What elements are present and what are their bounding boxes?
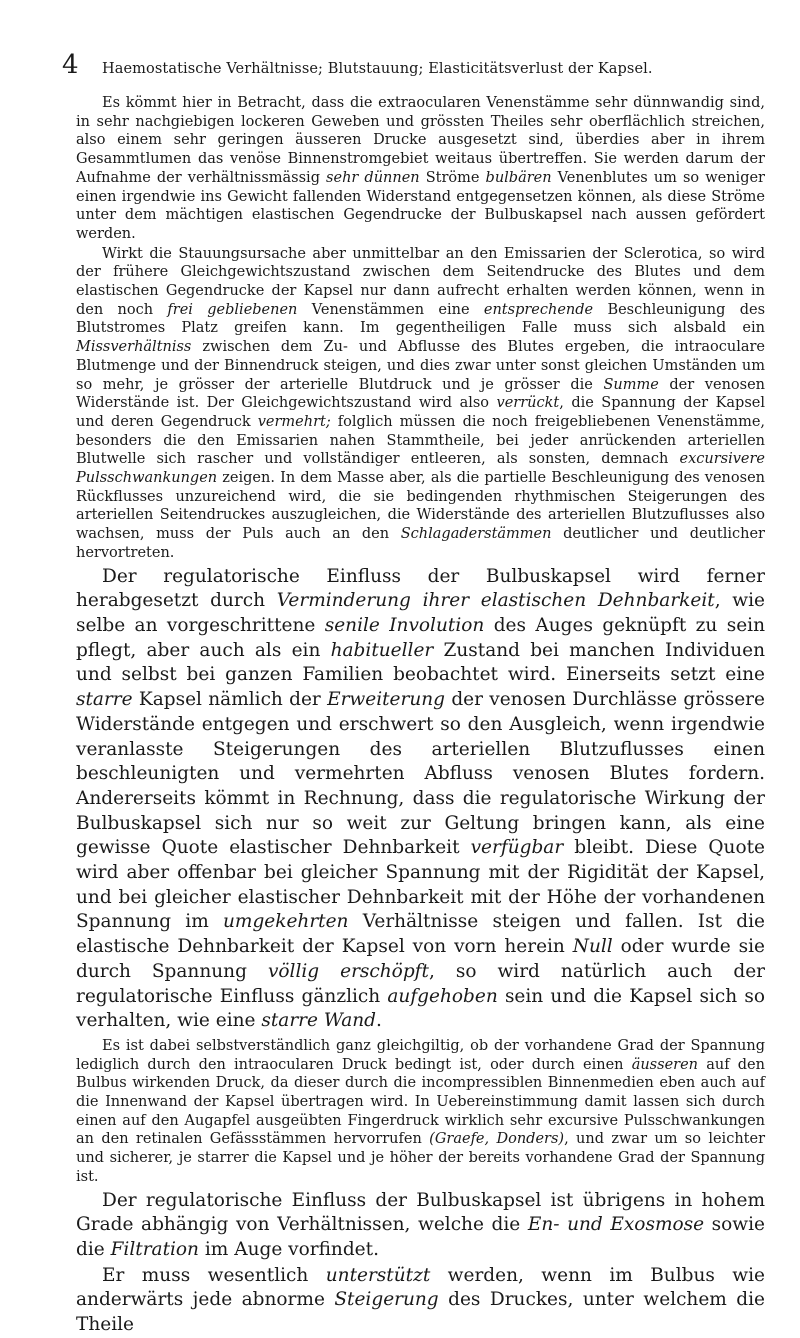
text-span: oder wurde sie durch Spannung <box>76 936 765 982</box>
emphasis-span: Verminderung ihrer elastischen Dehnbarkeit <box>276 590 715 612</box>
emphasis-span: umgekehrten <box>223 911 349 933</box>
text-span: , und zwar um so leichter und sicherer, je starrer die Kapsel und je höher der bereits vorhandene Grad der Spannung ist. <box>76 1131 765 1185</box>
text-span: bleibt. Diese Quote wird aber offenbar bei gleicher Spannung mit der Rigidität der Kapsel, und bei gleicher elastischer Dehnbarkeit mit der Höhe der vorhandenen Spannung im <box>76 837 765 933</box>
emphasis-span: Erweiterung <box>327 689 446 711</box>
text-span: Venenstämmen eine <box>297 301 484 318</box>
emphasis-span: Summe <box>603 376 659 393</box>
emphasis-span: Steigerung <box>334 1289 439 1311</box>
paragraph-1 <box>76 94 765 244</box>
page-body <box>76 94 765 1338</box>
emphasis-span: En- und Exosmose <box>527 1214 705 1236</box>
emphasis-span: starre <box>76 689 133 711</box>
text-span: auf den Bulbus wirkenden Druck, da dieser durch die incompressiblen Binnenmedien eben auch auf die Innenwand der Kapsel übertragen wird. In Uebereinstimmung damit lassen sich durch einen auf den Augapfel ausgeübten Fingerdruck wirklich sehr excursive Pulsschwankungen an den retinalen Gefässstämmen hervorrufen <box>76 1056 765 1148</box>
page-header <box>62 50 762 80</box>
text-span: Kapsel nämlich der <box>132 689 328 711</box>
emphasis-span: vermehrt; <box>257 413 331 430</box>
text-span: Der regulatorische Einfluss der Bulbuskapsel ist übrigens in hohem Grade abhängig von Verhältnissen, welche die <box>76 1189 765 1236</box>
emphasis-span: Schlagaderstämmen <box>400 526 552 543</box>
emphasis-span: (Graefe, Donders) <box>429 1131 565 1148</box>
emphasis-span: Missverhältniss <box>76 339 192 356</box>
paragraph-6 <box>76 1264 765 1338</box>
emphasis-span: unterstützt <box>325 1264 431 1286</box>
text-span: der venosen Widerstände ist. Der Gleichgewichtszustand wird also <box>76 376 766 412</box>
text-span: Es ist dabei selbstverständlich ganz gleichgiltig, ob der vorhandene Grad der Spannung lediglich durch den intraocularen Druck bedingt ist, oder durch einen <box>76 1037 765 1073</box>
emphasis-span: Filtration <box>110 1238 199 1260</box>
text-span: deutlicher und deutlicher hervortreten. <box>76 526 765 561</box>
text-span: Wirkt die Stauungsursache aber unmittelbar an den Emissarien der Sclerotica, so wird der frühere Gleichgewichtszustand zwischen dem Seitendrucke des Blutes und dem elastischen Gegendrucke der Kapsel nur dann aufrecht erhalten werden können, wenn in den noch <box>76 245 765 318</box>
paragraph-4 <box>76 1037 765 1187</box>
text-span: Es kömmt hier in Betracht, dass die extraocularen Venenstämme sehr dünnwandig sind, in sehr nachgiebigen lockeren Geweben und grössten Theiles sehr oberflächlich streichen, also einem sehr geringen äusseren Drucke ausgesetzt sind, überdies aber in ihrem Gesammtlumen das venöse Binnenstromgebiet weitaus übertreffen. Sie werden darum der Aufnahme der verhältnissmässig <box>76 95 765 186</box>
text-span: folglich müssen die noch freigebliebenen Venenstämme, besonders die den Emissarien nahen Stammtheile, bei jeder anrückenden arteriellen Blutwelle sich rascher und vollständiger entleeren, als sonsten, demnach <box>76 413 766 468</box>
text-span: Zustand bei manchen Individuen und selbst bei ganzen Familien beobachtet wird. Einerseits setzt eine <box>76 639 766 686</box>
text-span: Beschleunigung des Blutstromes Platz greifen kann. Im gegentheiligen Falle muss sich alsbald ein <box>76 301 766 337</box>
text-span: im Auge vorfindet. <box>198 1238 379 1260</box>
text-span: , wie selbe an vorgeschrittene <box>76 590 765 636</box>
text-span: der venosen Durchlässe grössere Widerstände entgegen und erschwert so den Ausgleich, wenn irgendwie veranlasste Steigerungen des arteriellen Blutzuflusses einen beschleunigten und vermehrten Abfluss venosen Blutes fordern. Andererseits kömmt in Rechnung, dass die regulatorische Wirkung der Bulbuskapsel sich nur so weit zur Geltung bringen kann, als eine gewisse Quote elastischer Dehnbarkeit <box>76 689 765 859</box>
emphasis-span: Null <box>572 936 613 958</box>
text-span: zeigen. In dem Masse aber, als die partielle Beschleunigung des venosen Rückflusses unzureichend wird, die sie bedingenden rhythmischen Steigerungen des arteriellen Seitendruckes auszugleichen, die Widerstände des arteriellen Blutzuflusses also wachsen, muss der Puls auch an den <box>76 470 765 543</box>
text-span: , so wird natürlich auch der regulatorische Einfluss gänzlich <box>76 960 766 1007</box>
emphasis-span: verrückt <box>496 395 560 412</box>
text-span: , die Spannung der Kapsel und deren Gegendruck <box>76 395 765 430</box>
emphasis-span: verfügbar <box>470 837 564 859</box>
paragraph-2 <box>76 245 765 563</box>
text-span: des Druckes, unter welchem die Theile <box>76 1289 766 1336</box>
text-span: Verhältnisse steigen und fallen. Ist die elastische Dehnbarkeit der Kapsel von vorn herein <box>76 911 765 958</box>
text-span: . <box>376 1010 382 1032</box>
text-span: zwischen dem Zu- und Abflusse des Blutes ergeben, die intraoculare Blutmenge und der Binnendruck steigen, und dies zwar unter sonst gleichen Umständen um so mehr, je grösser der arterielle Blutdruck und je grösser die <box>76 339 765 393</box>
text-span: sowie die <box>76 1214 765 1260</box>
emphasis-span: frei gebliebenen <box>167 301 298 318</box>
text-span: Der regulatorische Einfluss der Bulbuskapsel wird ferner herabgesetzt durch <box>76 565 765 612</box>
text-span: Venenblutes um so weniger einen irgendwie ins Gewicht fallenden Widerstand entgegensetzen können, als diese Ströme unter dem mächtigen elastischen Gegendrucke der Bulbuskapsel nach aussen gefördert werden. <box>76 169 765 242</box>
text-span: Er muss wesentlich <box>102 1264 326 1286</box>
text-span: sein und die Kapsel sich so verhalten, wie eine <box>76 985 765 1032</box>
emphasis-span: bulbären <box>485 169 552 186</box>
emphasis-span: excursivere Pulsschwankungen <box>76 451 765 487</box>
text-span: Ströme <box>419 169 486 186</box>
paragraph-5 <box>76 1189 765 1263</box>
page-number: 4 <box>62 50 79 80</box>
paragraph-3 <box>76 565 765 1034</box>
emphasis-span: aufgehoben <box>387 985 498 1007</box>
emphasis-span: starre Wand <box>261 1010 377 1032</box>
emphasis-span: senile Involution <box>324 614 485 636</box>
emphasis-span: äusseren <box>631 1056 699 1073</box>
text-span: des Auges geknüpft zu sein pflegt, aber auch als ein <box>76 614 766 661</box>
emphasis-span: entsprechende <box>483 301 594 318</box>
text-span: werden, wenn im Bulbus wie anderwärts jede abnorme <box>76 1264 765 1311</box>
running-title: Haemostatische Verhältnisse; Blutstauung; Elasticitätsverlust der Kapsel. <box>102 61 653 77</box>
emphasis-span: sehr dünnen <box>326 169 420 186</box>
emphasis-span: völlig erschöpft <box>267 960 429 982</box>
emphasis-span: habitueller <box>330 639 434 661</box>
